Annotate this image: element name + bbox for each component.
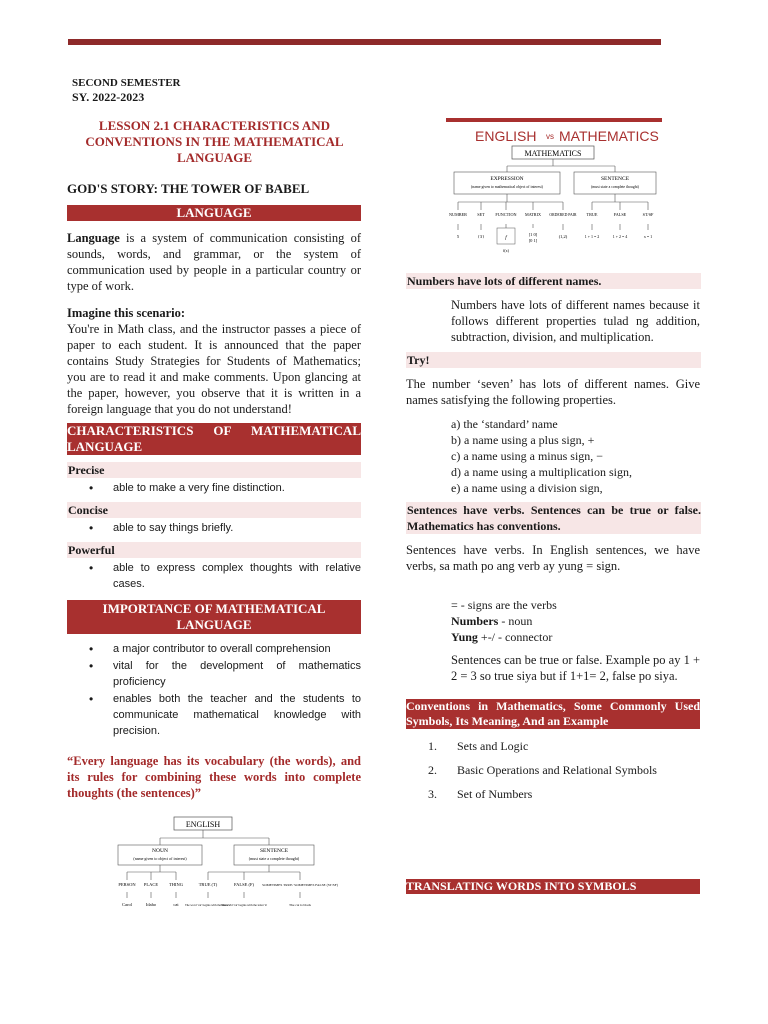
svg-text:The word 'cat' begins with the: The word 'cat' begins with the letter 'k' bbox=[220, 903, 268, 907]
svg-text:FUNCTION: FUNCTION bbox=[495, 212, 517, 217]
try-item: c) a name using a minus sign, − bbox=[451, 449, 604, 463]
svg-text:1 + 1 = 2: 1 + 1 = 2 bbox=[584, 234, 600, 239]
yung-connector-line bbox=[451, 629, 557, 645]
school-year-label: SY. 2022-2023 bbox=[72, 90, 145, 104]
svg-text:[0 1]: [0 1] bbox=[528, 238, 538, 243]
banner-mathematics: MATHEMATICS bbox=[559, 128, 659, 144]
numbers-term: Numbers bbox=[451, 614, 499, 628]
english-tree-svg bbox=[114, 812, 338, 924]
characteristic-desc: • able to make a very fine distinction. bbox=[89, 480, 361, 496]
language-def-text: is a system of communication consisting of sounds, words, and grammar, or the system of communication used by people in a particular country or type of work. bbox=[67, 231, 361, 293]
verbs-block bbox=[451, 597, 557, 645]
numbers-term-rest: - noun bbox=[498, 614, 533, 628]
numbers-text: Numbers have lots of different names because it follows different properties tulad ng addition, subtraction, division, and multiplication. bbox=[451, 298, 700, 344]
language-heading: LANGUAGE bbox=[67, 205, 361, 221]
try-item: d) a name using a multiplication sign, bbox=[451, 465, 632, 479]
conventions-list bbox=[428, 739, 700, 811]
english-diagram bbox=[114, 812, 338, 924]
importance-heading: IMPORTANCE OF MATHEMATICAL LANGUAGE bbox=[67, 600, 361, 634]
top-rule bbox=[68, 39, 661, 45]
conventions-item bbox=[428, 787, 700, 811]
story-title: GOD'S STORY: THE TOWER OF BABEL bbox=[67, 181, 310, 196]
characteristic-desc: • able to express complex thoughts with relative cases. bbox=[89, 560, 361, 592]
vocabulary-quote: “Every language has its vocabulary (the words), and its rules for combining these words into complete thoughts (the sentences)” bbox=[67, 754, 361, 800]
sentences-text: Sentences have verbs. In English sentences, we have verbs, sa math po ang verb ay yung = sign. bbox=[406, 543, 700, 573]
language-definition bbox=[67, 230, 361, 294]
try-item: b) a name using a plus sign, + bbox=[451, 433, 595, 447]
banner-english: ENGLISH bbox=[475, 128, 537, 144]
characteristic-name: Powerful bbox=[67, 542, 361, 558]
conventions-heading: Conventions in Mathematics, Some Commonly Used Symbols, Its Meaning, And an Example bbox=[406, 699, 700, 728]
item-number: 2. bbox=[428, 763, 437, 777]
svg-text:Carol: Carol bbox=[122, 902, 132, 907]
numbers-noun-line bbox=[451, 613, 557, 629]
characteristic-name: Concise bbox=[67, 502, 361, 518]
verbs-line: = - signs are the verbs bbox=[451, 598, 557, 612]
svg-text:The cat is black: The cat is black bbox=[288, 903, 312, 907]
scenario-heading: Imagine this scenario: bbox=[67, 306, 186, 320]
math-diagram bbox=[446, 118, 662, 260]
svg-text:MATRIX: MATRIX bbox=[524, 212, 542, 217]
characteristics-heading bbox=[67, 423, 361, 455]
svg-text:SENTENCE: SENTENCE bbox=[600, 176, 630, 182]
svg-text:NOUN: NOUN bbox=[152, 848, 168, 854]
svg-text:TRUE (T): TRUE (T) bbox=[198, 882, 218, 887]
svg-text:[1 0]: [1 0] bbox=[528, 232, 538, 237]
characteristics-heading-text: CHARACTERISTICS OF MATHEMATICAL LANGUAGE bbox=[67, 423, 361, 454]
try-item: e) a name using a division sign, bbox=[451, 481, 603, 495]
try-text: The number ‘seven’ has lots of different names. Give names satisfying the following properties. bbox=[406, 377, 700, 407]
sentences-heading: Sentences have verbs. Sentences can be true or false. Mathematics has conventions. bbox=[407, 503, 701, 533]
svg-text:TRUE: TRUE bbox=[586, 212, 598, 217]
scenario-block bbox=[67, 305, 361, 417]
importance-list bbox=[89, 641, 361, 740]
svg-text:x = 1: x = 1 bbox=[643, 234, 653, 239]
svg-text:EXPRESSION: EXPRESSION bbox=[490, 176, 524, 182]
svg-text:SOMETIMES TRUE/ SOMETIMES FALS: SOMETIMES TRUE/ SOMETIMES FALSE (ST/SF) bbox=[262, 883, 338, 887]
svg-text:{3}: {3} bbox=[477, 234, 485, 239]
true-false-text: Sentences can be true or false. Example po ay 1 + 2 = 3 so true siya but if 1+1= 2, false po siya. bbox=[451, 653, 700, 683]
svg-text:THING: THING bbox=[169, 882, 183, 887]
try-item: a) the ‘standard’ name bbox=[451, 417, 558, 431]
importance-item: • a major contributor to overall comprehension bbox=[89, 641, 361, 657]
characteristic-precise bbox=[67, 462, 361, 497]
banner-vs: vs bbox=[546, 132, 554, 141]
svg-text:5: 5 bbox=[456, 234, 460, 239]
svg-text:ENGLISH: ENGLISH bbox=[185, 820, 221, 829]
svg-text:PERSON: PERSON bbox=[118, 882, 136, 887]
lesson-title: LESSON 2.1 CHARACTERISTICS AND CONVENTIONS IN THE MATHEMATICAL LANGUAGE bbox=[85, 118, 344, 165]
svg-text:FALSE: FALSE bbox=[613, 212, 627, 217]
importance-item: • enables both the teacher and the students to communicate mathematical knowledge with precision. bbox=[89, 691, 361, 739]
diagram-banner bbox=[446, 118, 662, 146]
translating-heading: TRANSLATING WORDS INTO SYMBOLS bbox=[406, 879, 700, 894]
item-text: Set of Numbers bbox=[457, 787, 533, 801]
svg-text:cat: cat bbox=[173, 902, 179, 907]
svg-text:SENTENCE: SENTENCE bbox=[259, 848, 289, 854]
svg-text:PLACE: PLACE bbox=[143, 882, 159, 887]
svg-text:(name given to object of inter: (name given to object of interest) bbox=[133, 856, 187, 861]
svg-text:FALSE (F): FALSE (F) bbox=[233, 882, 255, 887]
svg-text:Idaho: Idaho bbox=[145, 902, 157, 907]
characteristic-name: Precise bbox=[67, 462, 361, 478]
svg-text:MATHEMATICS: MATHEMATICS bbox=[524, 149, 582, 158]
svg-text:f(x): f(x) bbox=[503, 248, 509, 253]
numbers-heading: Numbers have lots of different names. bbox=[406, 273, 701, 289]
semester-header bbox=[72, 76, 181, 104]
math-tree-svg bbox=[446, 146, 662, 260]
item-number: 3. bbox=[428, 787, 437, 801]
svg-text:NUMBER: NUMBER bbox=[449, 212, 467, 217]
yung-term: Yung bbox=[451, 630, 478, 644]
characteristic-desc: • able to say things briefly. bbox=[89, 520, 361, 536]
svg-text:(name given to mathematical ob: (name given to mathematical object of interest) bbox=[471, 185, 543, 189]
item-number: 1. bbox=[428, 739, 437, 753]
svg-text:SET: SET bbox=[477, 212, 485, 217]
conventions-item bbox=[428, 739, 700, 763]
conventions-item bbox=[428, 763, 700, 787]
characteristic-powerful bbox=[67, 542, 361, 593]
characteristic-concise bbox=[67, 502, 361, 537]
svg-text:(must state a complete thought: (must state a complete thought) bbox=[248, 856, 300, 861]
semester-label: SECOND SEMESTER bbox=[72, 77, 181, 89]
svg-text:f: f bbox=[505, 236, 507, 241]
svg-text:1 + 2 = 4: 1 + 2 = 4 bbox=[612, 234, 628, 239]
item-text: Basic Operations and Relational Symbols bbox=[457, 763, 657, 777]
language-term: Language bbox=[67, 231, 120, 245]
svg-text:(must state a complete thought: (must state a complete thought) bbox=[591, 185, 639, 189]
svg-text:(1,2): (1,2) bbox=[558, 234, 568, 239]
try-items bbox=[451, 416, 632, 496]
try-heading: Try! bbox=[406, 352, 701, 368]
item-text: Sets and Logic bbox=[457, 739, 529, 753]
svg-text:ST/SF: ST/SF bbox=[642, 212, 654, 217]
svg-text:ORDERED PAIR: ORDERED PAIR bbox=[549, 213, 577, 217]
svg-text:The word 'cat' begins with the: The word 'cat' begins with the letter 'c' bbox=[184, 903, 232, 907]
yung-term-rest: +-/ - connector bbox=[477, 630, 553, 644]
scenario-text: You're in Math class, and the instructor passes a piece of paper to each student. It is announced that the paper contains Study Strategies for Students of Mathematics; you are to read it and make comments. Upon glancing at the paper, however, you observe that it is written in a foreign language that you do not understand! bbox=[67, 322, 361, 416]
importance-item: • vital for the development of mathematics proficiency bbox=[89, 658, 361, 690]
